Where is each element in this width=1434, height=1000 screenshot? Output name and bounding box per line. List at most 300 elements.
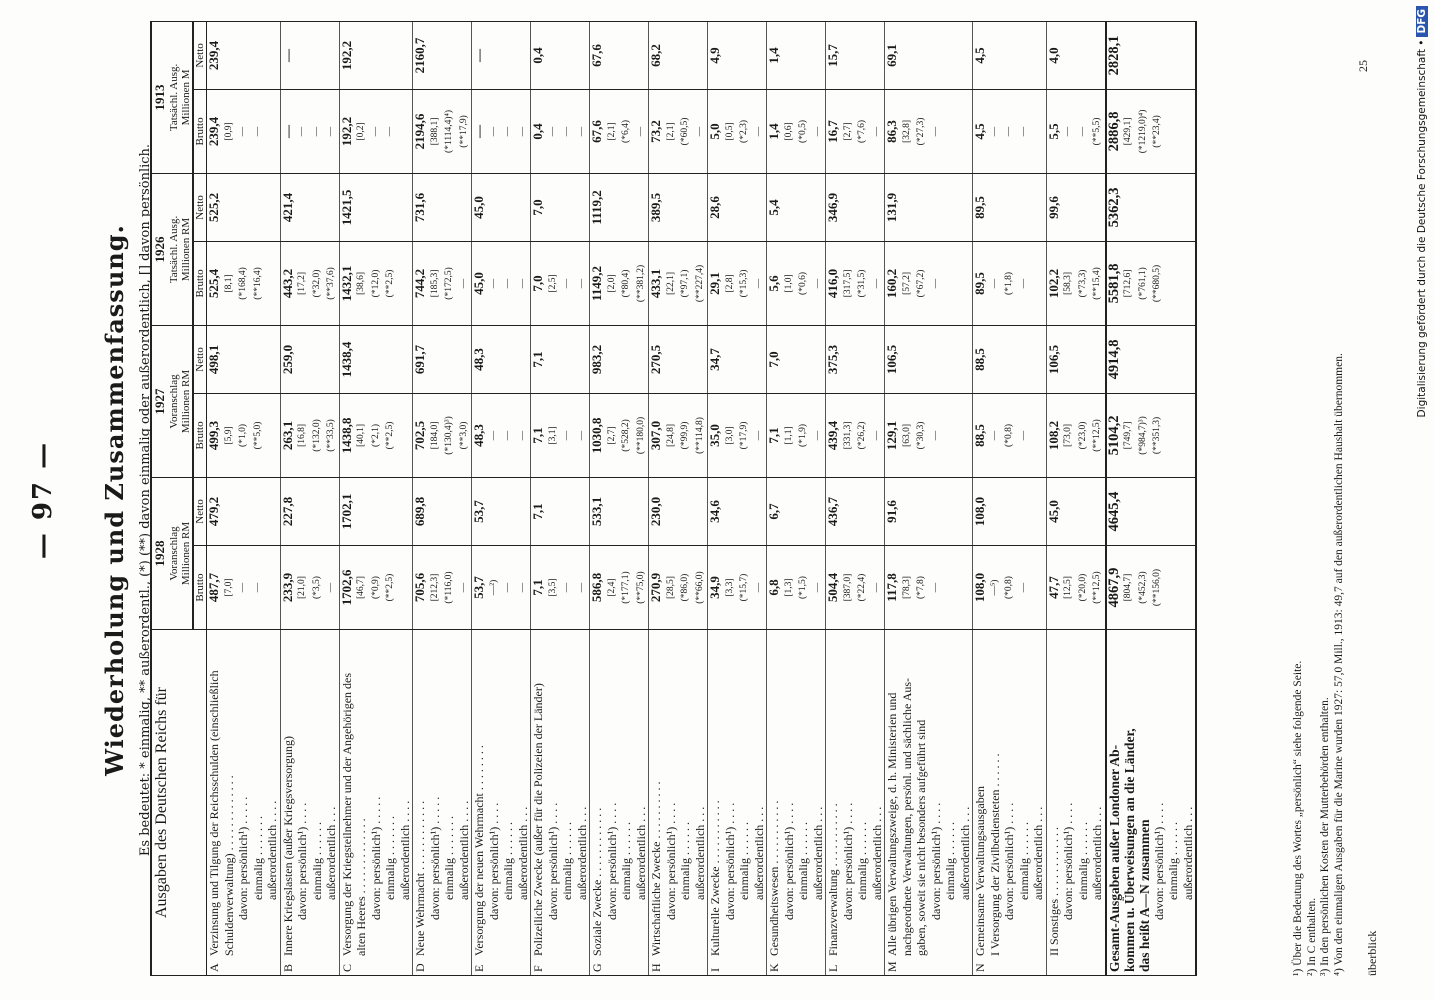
brutto-subvalue: [40,1] <box>356 424 367 447</box>
brutto-subvalue: (*27,3) <box>916 117 927 146</box>
table-row <box>649 21 708 975</box>
table-row <box>339 21 413 975</box>
brutto-subvalue: [1,0] <box>783 274 794 293</box>
description-line: davon: persönlich¹) . . . . <box>722 802 737 920</box>
brutto-subvalue: — <box>812 430 823 441</box>
brutto-cell <box>339 89 413 173</box>
netto-cell <box>1046 325 1106 393</box>
sheet-number: 25 <box>1356 60 1370 72</box>
brutto-subvalue: [2,5] <box>547 274 558 293</box>
brutto-cell <box>207 393 281 477</box>
brutto-subvalue: [28,5] <box>665 576 676 599</box>
brutto-subvalue: (**16,4) <box>252 267 263 300</box>
brutto-subvalue: [46,7] <box>356 576 367 599</box>
brutto-value: 586,8 <box>589 572 605 603</box>
netto-value: 1421,5 <box>338 189 354 226</box>
dfg-logo: DFG <box>1416 6 1428 37</box>
brutto-subvalue: — <box>503 278 514 289</box>
row-description <box>708 630 767 976</box>
brutto-subvalue: — <box>458 582 469 593</box>
netto-value: 436,7 <box>825 496 841 527</box>
brutto-value: 53,7 <box>471 576 487 599</box>
description-line: einmalig . . . . . . <box>501 822 516 900</box>
row-letter: H <box>649 963 664 972</box>
description-line: außerordentlich . . . <box>1180 806 1195 900</box>
table-row <box>590 21 649 975</box>
brutto-cell <box>207 241 281 325</box>
table-row <box>826 21 885 975</box>
brutto-subvalue: [63,0] <box>901 424 912 447</box>
netto-value: 131,9 <box>884 192 900 223</box>
table-row <box>973 21 1047 975</box>
description-line: davon: persönlich¹) . . . . <box>840 802 855 920</box>
brutto-subvalue: [0,5] <box>724 122 735 141</box>
brutto-subvalue: (*2,1) <box>370 424 381 447</box>
brutto-value: 108,0 <box>972 572 988 603</box>
brutto-subvalue: [5,9] <box>223 426 234 445</box>
netto-cell <box>207 477 281 545</box>
netto-value: 48,3 <box>471 348 487 371</box>
brutto-subvalue: (**180,0) <box>635 416 646 455</box>
brutto-cell <box>826 546 885 630</box>
brutto-subvalue: [2,8] <box>724 274 735 293</box>
brutto-subvalue: (**114,8) <box>694 417 705 454</box>
brutto-value: — <box>471 124 487 138</box>
brutto-subvalue: (**33,5) <box>326 419 337 452</box>
brutto-subvalue: [212,3] <box>429 573 440 602</box>
brutto-subvalue: — <box>326 582 337 593</box>
netto-cell <box>649 21 708 89</box>
brutto-subvalue: [3,5] <box>547 578 558 597</box>
brutto-subvalue: (*80,4) <box>621 269 632 298</box>
row-description <box>1046 630 1106 976</box>
brutto-cell <box>767 393 826 477</box>
description-line: außerordentlich . . . <box>1090 806 1105 900</box>
brutto-subvalue: — <box>252 126 263 137</box>
brutto-value: 1,4 <box>766 123 782 140</box>
brutto-value: 129,1 <box>884 420 900 451</box>
brutto-subvalue: — <box>930 278 941 289</box>
netto-cell <box>472 477 531 545</box>
netto-value: 7,0 <box>530 199 546 216</box>
brutto-subvalue: — <box>753 582 764 593</box>
brutto-subvalue: (*984,7)³) <box>1137 416 1148 455</box>
brutto-cell <box>413 393 472 477</box>
netto-value: 346,9 <box>825 192 841 223</box>
brutto-value: 1438,8 <box>338 417 354 454</box>
description-line: gaben, soweit sie nicht besonders aufgeführt sind <box>914 719 929 956</box>
brutto-subvalue: [1,1] <box>783 426 794 445</box>
brutto-subvalue: [16,8] <box>297 424 308 447</box>
brutto-subvalue: [0,6] <box>783 122 794 141</box>
brutto-value: 7,0 <box>530 275 546 292</box>
brutto-cell <box>885 546 973 630</box>
netto-cell <box>973 173 1047 241</box>
brutto-subvalue: [2,0] <box>606 274 617 293</box>
brutto-subvalue: — <box>1004 126 1015 137</box>
description-line: einmalig . . . . . . . <box>442 816 457 900</box>
row-letter: I <box>708 968 723 972</box>
table-row <box>531 21 590 975</box>
brutto-subvalue: [1,3] <box>783 578 794 597</box>
brutto-subvalue: — <box>576 278 587 289</box>
netto-cell <box>767 21 826 89</box>
brutto-value: 499,3 <box>206 420 222 451</box>
brutto-value: 1432,1 <box>338 265 354 302</box>
brutto-subvalue: (*15,3) <box>739 269 750 298</box>
brutto-subvalue: (*1,8) <box>1004 272 1015 295</box>
netto-value: 6,7 <box>766 503 782 520</box>
brutto-value: 88,5 <box>972 424 988 447</box>
brutto-subvalue: — <box>488 278 499 289</box>
brutto-subvalue: — <box>1077 126 1088 137</box>
expenditure-table <box>150 21 1197 976</box>
description-line: einmalig . . . . . . <box>1075 822 1090 900</box>
brutto-subvalue: (**17,9) <box>458 115 469 148</box>
netto-value: 28,6 <box>707 196 723 219</box>
netto-cell <box>280 21 339 89</box>
netto-cell <box>1106 477 1197 545</box>
netto-cell <box>472 173 531 241</box>
footnote: ¹) Über die Bedeutung des Wortes „persönlich“ siehe folgende Seite. <box>1292 660 1304 976</box>
dfg-notice: Digitalisierung gefördert durch die Deutsche Forschungsgemeinschaft • <box>1416 39 1428 418</box>
brutto-subvalue: [387,0] <box>842 573 853 602</box>
description-line: einmalig . . . . . . <box>560 822 575 900</box>
brutto-cell <box>531 241 590 325</box>
netto-cell <box>1046 477 1106 545</box>
brutto-cell <box>280 241 339 325</box>
netto-value: 34,6 <box>707 500 723 523</box>
brutto-subvalue: — <box>503 126 514 137</box>
netto-header: Netto <box>193 21 207 89</box>
brutto-value: 5,6 <box>766 275 782 292</box>
netto-value: 106,5 <box>884 344 900 375</box>
brutto-value: 5581,8 <box>1105 263 1122 304</box>
brutto-value: 1149,2 <box>589 265 605 301</box>
brutto-value: 6,8 <box>766 579 782 596</box>
brutto-value: 5,5 <box>1045 123 1061 140</box>
brutto-subvalue: (**2,5) <box>385 421 396 450</box>
description-line: einmalig . . . . . . <box>309 822 324 900</box>
netto-value: 270,5 <box>648 344 664 375</box>
brutto-subvalue: — <box>326 126 337 137</box>
table-row <box>708 21 767 975</box>
description-line: kommen u. Überweisungen an die Länder, <box>1121 728 1137 972</box>
brutto-cell <box>531 89 590 173</box>
brutto-value: 416,0 <box>825 268 841 299</box>
brutto-value: 307,0 <box>648 420 664 451</box>
row-letter: G <box>590 963 605 972</box>
brutto-cell <box>1046 89 1106 173</box>
brutto-subvalue: — <box>753 430 764 441</box>
row-description <box>649 630 708 976</box>
description-line: einmalig . . . . . . . <box>250 816 265 900</box>
netto-value: 89,5 <box>972 196 988 219</box>
netto-cell <box>531 173 590 241</box>
brutto-cell <box>649 241 708 325</box>
brutto-subvalue: — <box>488 126 499 137</box>
brutto-cell <box>708 546 767 630</box>
brutto-subvalue: — <box>812 126 823 137</box>
brutto-cell <box>708 241 767 325</box>
brutto-cell <box>826 89 885 173</box>
description-line: davon: persönlich¹) . . . . <box>486 802 501 920</box>
brutto-subvalue: (*23,0) <box>1077 421 1088 450</box>
brutto-value: 443,2 <box>279 268 295 299</box>
brutto-cell <box>973 393 1047 477</box>
description-line: I Versorgung der Zivilbediensteten . . . . . . <box>987 753 1002 956</box>
brutto-subvalue: [57,2] <box>901 272 912 295</box>
description-line: BInnere Kriegslasten (außer Kriegsversorgung) <box>280 735 295 972</box>
brutto-subvalue: [21,0] <box>297 576 308 599</box>
netto-header: Netto <box>193 477 207 545</box>
row-letter: M <box>885 961 900 972</box>
description-line: außerordentlich . . . <box>574 806 589 900</box>
brutto-value: 270,9 <box>648 572 664 603</box>
netto-cell <box>826 325 885 393</box>
brutto-subvalue: (**156,0) <box>1152 568 1163 607</box>
brutto-cell <box>590 89 649 173</box>
brutto-subvalue: — <box>562 278 573 289</box>
netto-value: 389,5 <box>648 192 664 223</box>
brutto-subvalue: — <box>547 126 558 137</box>
brutto-value: — <box>279 124 295 138</box>
page-number: — 97 — <box>28 440 58 560</box>
netto-cell <box>413 477 472 545</box>
brutto-value: 744,2 <box>412 268 428 299</box>
brutto-subvalue: — <box>297 126 308 137</box>
netto-value: 53,7 <box>471 500 487 523</box>
brutto-subvalue: (*0,5) <box>798 119 809 143</box>
brutto-cell <box>973 241 1047 325</box>
netto-cell <box>472 325 531 393</box>
brutto-cell <box>1106 546 1197 630</box>
row-description <box>1106 630 1197 976</box>
netto-cell <box>708 173 767 241</box>
row-description <box>531 630 590 976</box>
brutto-subvalue: (*1,5) <box>798 576 809 599</box>
brutto-subvalue: (*168,4) <box>238 267 249 300</box>
brutto-value: 1030,8 <box>589 417 605 454</box>
brutto-subvalue: — <box>517 278 528 289</box>
netto-cell <box>1106 173 1197 241</box>
brutto-subvalue: (*26,2) <box>857 421 868 450</box>
brutto-subvalue: (*1114,4)⁴) <box>444 109 455 153</box>
brutto-cell <box>413 241 472 325</box>
netto-cell <box>280 477 339 545</box>
brutto-cell <box>767 89 826 173</box>
brutto-subvalue: (*30,3) <box>916 421 927 450</box>
netto-cell <box>339 477 413 545</box>
brutto-value: 4,5 <box>972 123 988 140</box>
netto-cell <box>590 173 649 241</box>
description-line: FPolizeiliche Zwecke (außer für die Polizeien der Länder) <box>531 683 546 972</box>
description-line: DNeue Wehrmacht . . . . . . . . . . . . <box>413 800 428 972</box>
brutto-value: 433,1 <box>648 268 664 299</box>
netto-cell <box>531 477 590 545</box>
description-line: EVersorgung der neuen Wehrmacht . . . . . . . . <box>472 745 487 972</box>
description-line: außerordentlich . . . . <box>456 800 471 900</box>
brutto-subvalue: [2,7] <box>842 122 853 141</box>
netto-header: Netto <box>193 173 207 241</box>
netto-value: 259,0 <box>279 344 295 375</box>
description-line: einmalig . . . . . . <box>943 822 958 900</box>
netto-cell <box>472 21 531 89</box>
brutto-subvalue: — <box>753 278 764 289</box>
brutto-value: 702,5 <box>412 420 428 451</box>
netto-cell <box>1106 21 1197 89</box>
brutto-value: 117,8 <box>884 573 900 602</box>
netto-cell <box>885 21 973 89</box>
brutto-subvalue: [749,7] <box>1123 421 1134 450</box>
description-line: davon: persönlich¹) . . . . <box>1061 802 1076 920</box>
brutto-subvalue: — <box>1018 582 1029 593</box>
table-row <box>413 21 472 975</box>
row-description <box>590 630 649 976</box>
description-line: einmalig . . . . . . . <box>383 816 398 900</box>
brutto-header: Brutto <box>193 89 207 173</box>
netto-value: 99,6 <box>1045 196 1061 219</box>
row-letter: D <box>413 963 428 972</box>
brutto-value: 233,9 <box>279 572 295 603</box>
row-letter: E <box>472 964 487 972</box>
row-description <box>280 630 339 976</box>
description-line: außerordentlich . . . <box>324 806 339 900</box>
netto-value: 1119,2 <box>589 190 605 225</box>
brutto-cell <box>708 89 767 173</box>
brutto-subvalue: (**5,5) <box>1092 117 1103 146</box>
dfg-sidebar <box>1416 6 1432 696</box>
row-description <box>767 630 826 976</box>
brutto-subvalue: (*452,3) <box>1137 571 1148 604</box>
brutto-subvalue: (*7,8) <box>916 576 927 599</box>
brutto-subvalue: — <box>930 430 941 441</box>
brutto-subvalue: (*177,1) <box>621 571 632 604</box>
row-description <box>826 630 885 976</box>
netto-value: 67,6 <box>589 44 605 67</box>
row-letter: F <box>531 965 546 972</box>
brutto-subvalue: (*86,0) <box>680 573 691 602</box>
row-description <box>413 630 472 976</box>
description-line: AVerzinsung und Tilgung der Reichsschulden (einschließlich <box>207 670 222 972</box>
brutto-subvalue: — <box>989 278 1000 289</box>
brutto-cell <box>472 241 531 325</box>
netto-header: Netto <box>193 325 207 393</box>
brutto-value: 439,4 <box>825 420 841 451</box>
brutto-subvalue: (**37,6) <box>326 267 337 300</box>
netto-value: 4,9 <box>707 47 723 64</box>
brutto-subvalue: (*130,4)³) <box>444 416 455 455</box>
netto-value: 4645,4 <box>1105 491 1122 532</box>
netto-cell <box>339 21 413 89</box>
brutto-value: 0,4 <box>530 123 546 140</box>
row-letter: K <box>767 963 782 972</box>
brutto-subvalue: [73,0] <box>1063 424 1074 447</box>
netto-cell <box>280 325 339 393</box>
brutto-subvalue: [24,8] <box>665 424 676 447</box>
netto-cell <box>826 173 885 241</box>
year-header-1927: 1927 Voranschlag Millionen RM <box>151 325 193 477</box>
brutto-cell <box>472 546 531 630</box>
brutto-value: 525,4 <box>206 268 222 299</box>
brutto-subvalue: (**680,5) <box>1152 264 1163 303</box>
description-line: davon: persönlich¹) . . . . <box>1002 802 1017 920</box>
brutto-subvalue: — <box>753 126 764 137</box>
brutto-cell <box>590 241 649 325</box>
brutto-subvalue: (*2,3) <box>739 119 750 143</box>
brutto-cell <box>472 393 531 477</box>
brutto-subvalue: (*0,8) <box>1004 576 1015 599</box>
netto-cell <box>339 325 413 393</box>
netto-cell <box>649 477 708 545</box>
description-line: davon: persönlich¹) . . . . . <box>236 796 251 920</box>
brutto-subvalue: — <box>1018 430 1029 441</box>
description-line: außerordentlich . . . <box>692 806 707 900</box>
brutto-cell <box>1046 546 1106 630</box>
description-line: GSoziale Zwecke . . . . . . . . . . . . <box>590 807 605 972</box>
catchword: überblick <box>1365 930 1379 976</box>
brutto-cell <box>973 546 1047 630</box>
brutto-cell <box>1046 393 1106 477</box>
brutto-subvalue: (*32,0) <box>311 269 322 298</box>
netto-value: — <box>471 48 487 62</box>
description-line: einmalig . . . . . . <box>1016 822 1031 900</box>
table-row <box>207 21 281 975</box>
netto-value: 479,2 <box>206 496 222 527</box>
brutto-subvalue: — <box>238 126 249 137</box>
description-line: davon: persönlich¹) . . . . . <box>368 796 383 920</box>
brutto-value: 73,2 <box>648 120 664 143</box>
netto-cell <box>708 477 767 545</box>
brutto-header: Brutto <box>193 241 207 325</box>
brutto-subvalue: — <box>311 126 322 137</box>
brutto-value: 7,1 <box>530 579 546 596</box>
brutto-subvalue: [58,3] <box>1063 272 1074 295</box>
netto-value: 2828,1 <box>1105 35 1122 76</box>
year-header-1928: 1928 Voranschlag Millionen RM <box>151 477 193 629</box>
brutto-subvalue: — <box>517 126 528 137</box>
netto-value: 108,0 <box>972 496 988 527</box>
description-line: einmalig . . . . . . <box>796 822 811 900</box>
brutto-subvalue: [0,9] <box>223 122 234 141</box>
brutto-subvalue: (*172,5) <box>444 267 455 300</box>
netto-value: 230,0 <box>648 496 664 527</box>
brutto-subvalue: —²) <box>488 579 499 596</box>
netto-cell <box>649 325 708 393</box>
netto-value: 69,1 <box>884 44 900 67</box>
table-row <box>472 21 531 975</box>
brutto-subvalue: — <box>635 126 646 137</box>
netto-cell <box>767 325 826 393</box>
brutto-subvalue: — <box>238 582 249 593</box>
brutto-cell <box>1106 89 1197 173</box>
brutto-subvalue: — <box>517 582 528 593</box>
brutto-subvalue: — <box>252 582 263 593</box>
brutto-subvalue: — <box>1063 126 1074 137</box>
netto-value: 375,3 <box>825 344 841 375</box>
netto-value: 45,0 <box>471 196 487 219</box>
netto-cell <box>973 325 1047 393</box>
brutto-subvalue: — <box>1018 126 1029 137</box>
brutto-subvalue: (**381,2) <box>635 264 646 303</box>
brutto-subvalue: (*1,0) <box>238 424 249 447</box>
netto-cell <box>885 325 973 393</box>
brutto-cell <box>280 393 339 477</box>
brutto-subvalue: — <box>503 582 514 593</box>
row-letter: C <box>339 963 354 972</box>
brutto-subvalue: (*67,2) <box>916 269 927 298</box>
row-description <box>973 630 1047 976</box>
